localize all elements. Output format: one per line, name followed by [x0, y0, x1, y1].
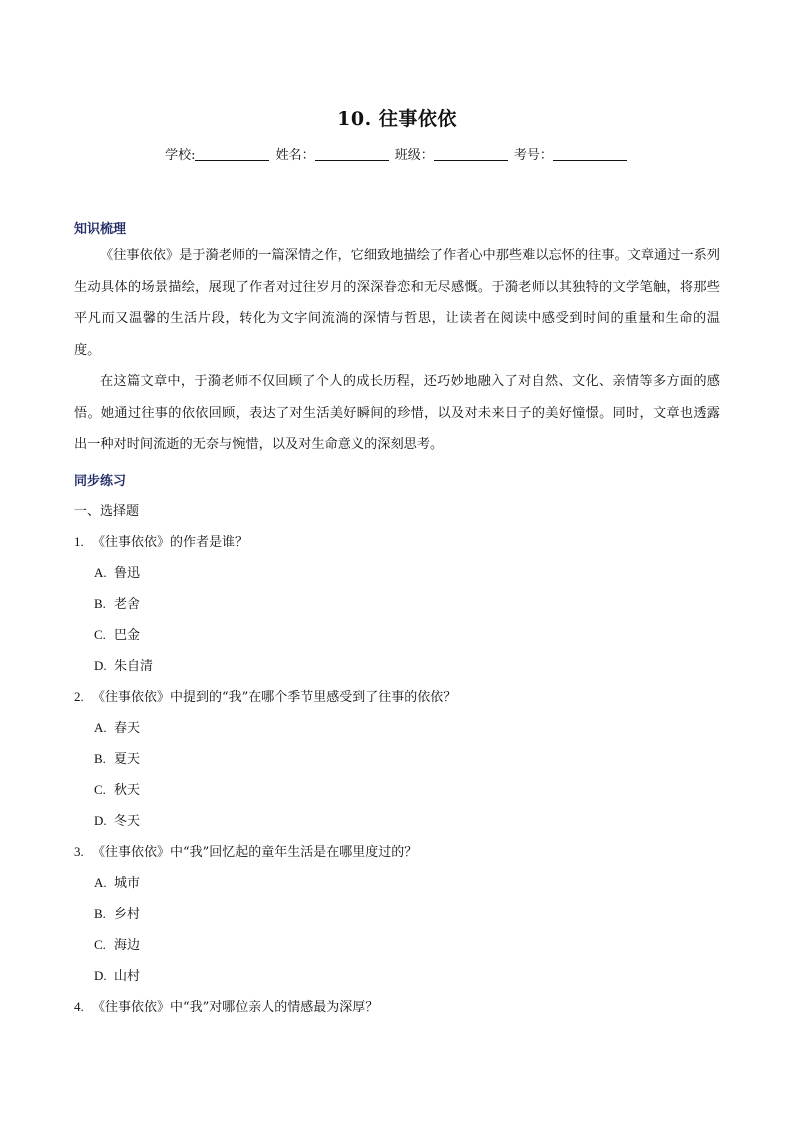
option-text: 春天: [114, 721, 141, 736]
option-letter: A.: [94, 720, 107, 735]
question-number: 1.: [74, 534, 84, 549]
option-letter: A.: [94, 565, 107, 580]
option-text: 城市: [114, 876, 141, 891]
option-letter: D.: [94, 813, 107, 828]
student-info-line: [0, 144, 794, 163]
question-1-option-c[interactable]: [94, 624, 140, 643]
option-letter: A.: [94, 875, 107, 890]
option-text: 海边: [114, 938, 141, 953]
question-2-option-d[interactable]: [94, 810, 140, 829]
option-text: 鲁迅: [114, 566, 141, 581]
option-text: 乡村: [114, 907, 141, 922]
question-2-option-c[interactable]: [94, 779, 140, 798]
class-blank[interactable]: [434, 148, 508, 161]
question-3-option-b[interactable]: [94, 903, 140, 922]
practice-heading: 同步练习: [74, 474, 127, 489]
question-1-option-d[interactable]: [94, 655, 153, 674]
question-2-option-a[interactable]: [94, 717, 140, 736]
option-text: 巴金: [114, 628, 141, 643]
question-1-option-a[interactable]: [94, 562, 140, 581]
question-4: [74, 996, 378, 1015]
option-letter: D.: [94, 968, 107, 983]
option-letter: D.: [94, 658, 107, 673]
option-letter: B.: [94, 751, 106, 766]
option-letter: C.: [94, 937, 106, 952]
question-3-option-d[interactable]: [94, 965, 140, 984]
question-3-option-a[interactable]: [94, 872, 140, 891]
school-label: 学校:: [165, 148, 196, 163]
option-letter: B.: [94, 596, 106, 611]
exam-number-label: 考号：: [513, 148, 553, 163]
question-3: [74, 841, 417, 860]
option-text: 秋天: [114, 783, 141, 798]
question-number: 4.: [74, 999, 84, 1014]
question-text: 《往事依依》的作者是谁？: [92, 535, 249, 550]
knowledge-heading: 知识梳理: [74, 222, 127, 237]
question-1: [74, 531, 248, 550]
document-title: 10. 往事依依: [337, 108, 457, 130]
question-number: 2.: [74, 689, 84, 704]
question-text: 《往事依依》中提到的“我”在哪个季节里感受到了往事的依依？: [92, 690, 457, 705]
question-2: [74, 686, 456, 705]
class-label: 班级：: [394, 148, 434, 163]
option-letter: B.: [94, 906, 106, 921]
option-text: 朱自清: [114, 659, 154, 674]
name-blank[interactable]: [315, 148, 389, 161]
knowledge-paragraph-1: 《往事依依》是于漪老师的一篇深情之作，它细致地描绘了作者心中那些难以忘怀的往事。文章通过一系列生动具体的场景描绘，展现了作者对过往岁月的深深眷恋和无尽感慨。于漪老师以其独特的文学笔触，将那些平凡而又温馨的生活片段，转化为文字间流淌的深情与哲思，让读者在阅读中感受到时间的重量和生命的温度。: [74, 248, 720, 358]
exam-number-blank[interactable]: [553, 148, 627, 161]
question-1-option-b[interactable]: [94, 593, 140, 612]
option-text: 夏天: [114, 752, 141, 767]
option-text: 冬天: [114, 814, 141, 829]
question-3-option-c[interactable]: [94, 934, 140, 953]
school-blank[interactable]: [195, 148, 269, 161]
option-text: 老舍: [114, 597, 141, 612]
name-label: 姓名：: [275, 148, 315, 163]
option-text: 山村: [114, 969, 141, 984]
question-text: 《往事依依》中“我”回忆起的童年生活是在哪里度过的？: [92, 845, 418, 860]
question-text: 《往事依依》中“我”对哪位亲人的情感最为深厚？: [92, 1000, 379, 1015]
knowledge-paragraph-2: 在这篇文章中，于漪老师不仅回顾了个人的成长历程，还巧妙地融入了对自然、文化、亲情等多方面的感悟。她通过往事的依依回顾，表达了对生活美好瞬间的珍惜，以及对未来日子的美好憧憬。同时，文章也透露出一种对时间流逝的无奈与惋惜，以及对生命意义的深刻思考。: [74, 374, 720, 452]
option-letter: C.: [94, 627, 106, 642]
question-number: 3.: [74, 844, 84, 859]
question-2-option-b[interactable]: [94, 748, 140, 767]
option-letter: C.: [94, 782, 106, 797]
question-section-title: 一、选择题: [74, 504, 140, 519]
